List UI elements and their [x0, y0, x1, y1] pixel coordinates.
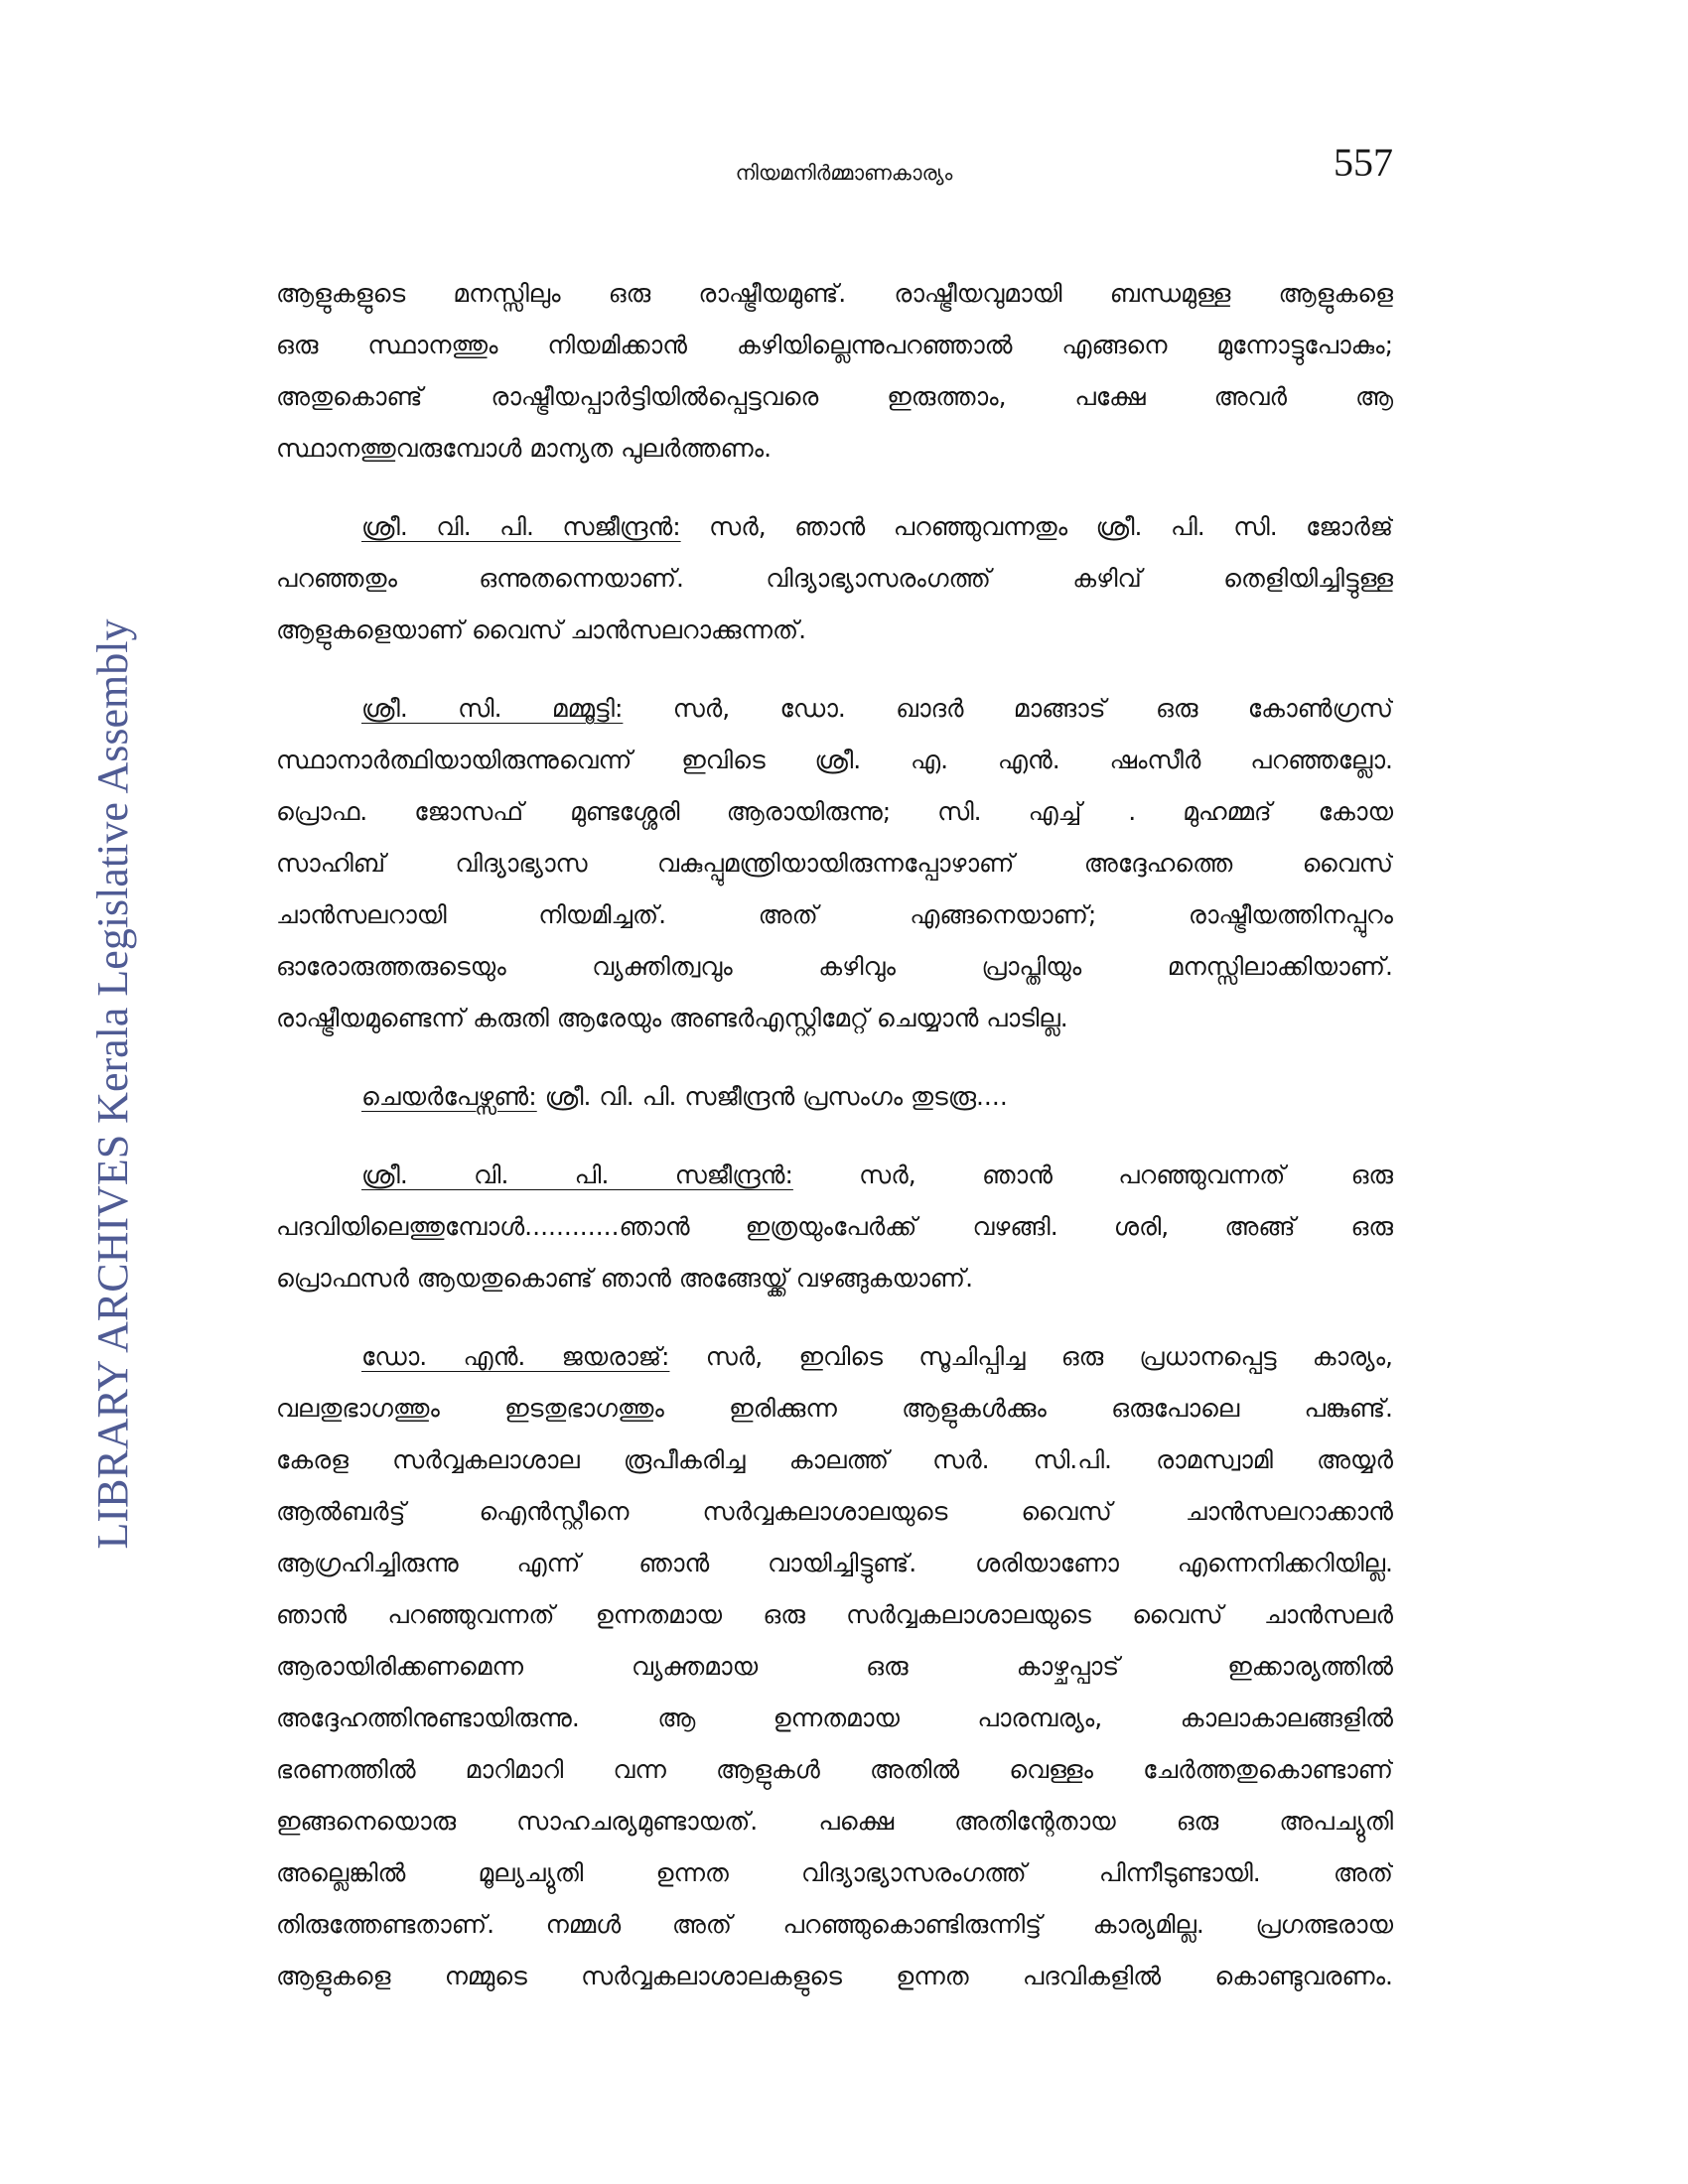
- paragraph: [276, 1150, 1393, 1304]
- text-line: [276, 501, 1393, 553]
- text-line: സ്ഥാനത്തുവരുമ്പോൾ മാന്യത പുലർത്തണം.: [276, 434, 773, 463]
- text-line: അദ്ദേഹത്തിനുണ്ടായിരുന്നു. ആ ഉന്നതമായ പാരമ്പര്യം, കാലാകാലങ്ങളിൽ: [276, 1704, 1393, 1732]
- text-line: പ്രൊഫ. ജോസഫ് മുണ്ടശ്ശേരി ആരായിരുന്നു; സി. എച്ച് . മുഹമ്മദ് കോയ: [276, 797, 1393, 826]
- speech-text: സർ, ഡോ. ഖാദർ മാങ്ങാട് ഒരു കോൺഗ്രസ്: [672, 694, 1393, 723]
- text-line: ആളുകളെ നമ്മുടെ സർവ്വകലാശാലകളുടെ ഉന്നത പദവികളിൽ കൊണ്ടുവരണം.: [276, 1962, 1393, 1990]
- text-line: വലതുഭാഗത്തും ഇടതുഭാഗത്തും ഇരിക്കുന്ന ആളുകൾക്കും ഒരുപോലെ പങ്കുണ്ട്.: [276, 1394, 1393, 1423]
- speech-text: സർ, ഞാൻ പറഞ്ഞുവന്നതും ശ്രീ. പി. സി. ജോർജ്: [709, 512, 1393, 541]
- paragraph: [276, 1331, 1393, 2002]
- text-line: അല്ലെങ്കിൽ മൂല്യച്യുതി ഉന്നത വിദ്യാഭ്യാസരംഗത്ത് പിന്നീടുണ്ടായി. അത്: [276, 1858, 1393, 1887]
- speaker-name: ശ്രീ. വി. പി. സജീന്ദ്രൻ:: [361, 512, 681, 541]
- text-line: പ്രൊഫസർ ആയതുകൊണ്ട് ഞാൻ അങ്ങേയ്ക്ക് വഴങ്ങുകയാണ്.: [276, 1264, 974, 1293]
- text-line: ഒരു സ്ഥാനത്തും നിയമിക്കാൻ കഴിയില്ലെന്നുപറഞ്ഞാൽ എങ്ങനെ മുന്നോട്ടുപോകും;: [276, 331, 1393, 359]
- text-line: ആളുകളുടെ മനസ്സിലും ഒരു രാഷ്ട്രീയമുണ്ട്. രാഷ്ട്രീയവുമായി ബന്ധമുള്ള ആളുകളെ: [276, 279, 1393, 308]
- text-line: ഇങ്ങനെയൊരു സാഹചര്യമുണ്ടായത്. പക്ഷെ അതിന്റേതായ ഒരു അപച്യുതി: [276, 1807, 1393, 1836]
- speech-text: സർ, ഇവിടെ സൂചിപ്പിച്ച ഒരു പ്രധാനപ്പെട്ട കാര്യം,: [705, 1342, 1393, 1371]
- speech-text: സർ, ഞാൻ പറഞ്ഞുവന്നത് ഒരു: [859, 1160, 1393, 1189]
- text-line: സ്ഥാനാർത്ഥിയായിരുന്നുവെന്ന് ഇവിടെ ശ്രീ. എ. എൻ. ഷംസീർ പറഞ്ഞല്ലോ.: [276, 746, 1393, 774]
- speaker-name: ചെയർപേഴ്സൺ:: [361, 1082, 537, 1111]
- speaker-name: ശ്രീ. വി. പി. സജീന്ദ്രൻ:: [361, 1160, 793, 1189]
- text-line: സാഹിബ് വിദ്യാഭ്യാസ വകുപ്പുമന്ത്രിയായിരുന്നപ്പോഴാണ് അദ്ദേഹത്തെ വൈസ്: [276, 849, 1393, 878]
- page-number: 557: [1334, 140, 1393, 185]
- archive-watermark: LIBRARY ARCHIVES Kerala Legislative Assembly: [88, 618, 137, 1550]
- text-line: ഭരണത്തിൽ മാറിമാറി വന്ന ആളുകൾ അതിൽ വെള്ളം ചേർത്തതുകൊണ്ടാണ്: [276, 1755, 1393, 1784]
- text-line: ആഗ്രഹിച്ചിരുന്നു എന്ന് ഞാൻ വായിച്ചിട്ടുണ്ട്. ശരിയാണോ എന്നെനിക്കറിയില്ല.: [276, 1549, 1393, 1577]
- text-line: കേരള സർവ്വകലാശാല രൂപീകരിച്ച കാലത്ത് സർ. സി.പി. രാമസ്വാമി അയ്യർ: [276, 1445, 1393, 1474]
- running-header-title: നിയമനിർമ്മാണകാര്യം: [735, 161, 953, 185]
- text-line: പറഞ്ഞതും ഒന്നുതന്നെയാണ്. വിദ്യാഭ്യാസരംഗത്ത് കഴിവ് തെളിയിച്ചിട്ടുള്ള: [276, 564, 1393, 593]
- paragraph: [276, 501, 1393, 656]
- text-line: ഓരോരുത്തരുടെയും വ്യക്തിത്വവും കഴിവും പ്രാപ്തിയും മനസ്സിലാക്കിയാണ്.: [276, 952, 1393, 981]
- text-line: ചാൻസലറായി നിയമിച്ചത്. അത് എങ്ങനെയാണ്; രാഷ്ട്രീയത്തിനപ്പുറം: [276, 900, 1393, 929]
- text-line: ആളുകളെയാണ് വൈസ് ചാൻസലറാക്കുന്നത്.: [276, 615, 807, 644]
- text-line: തിരുത്തേണ്ടതാണ്. നമ്മൾ അത് പറഞ്ഞുകൊണ്ടിരുന്നിട്ട് കാര്യമില്ല. പ്രഗത്ഭരായ: [276, 1910, 1393, 1939]
- text-line: [276, 1150, 1393, 1201]
- body-text: [276, 268, 1393, 2029]
- text-line: ഞാൻ പറഞ്ഞുവന്നത് ഉന്നതമായ ഒരു സർവ്വകലാശാലയുടെ വൈസ് ചാൻസലർ: [276, 1600, 1393, 1629]
- speech-text: ശ്രീ. വി. പി. സജീന്ദ്രൻ പ്രസംഗം തുടരൂ....: [544, 1082, 1008, 1111]
- text-line: പദവിയിലെത്തുമ്പോൾ............ഞാൻ ഇത്രയുംപേർക്ക് വഴങ്ങി. ശരി, അങ്ങ് ഒരു: [276, 1212, 1393, 1241]
- speaker-name: ശ്രീ. സി. മമ്മൂട്ടി:: [361, 694, 624, 723]
- paragraph: [276, 268, 1393, 475]
- text-line: അതുകൊണ്ട് രാഷ്ട്രീയപ്പാർട്ടിയിൽപ്പെട്ടവരെ ഇരുത്താം, പക്ഷേ അവർ ആ: [276, 382, 1393, 411]
- speaker-name: ഡോ. എൻ. ജയരാജ്:: [361, 1342, 670, 1371]
- paragraph: [276, 683, 1393, 1044]
- paragraph: [276, 1071, 1393, 1123]
- text-line: ആൽബർട്ട് ഐൻസ്റ്റീനെ സർവ്വകലാശാലയുടെ വൈസ് ചാൻസലറാക്കാൻ: [276, 1497, 1393, 1526]
- text-line: [276, 683, 1393, 735]
- text-line: [276, 1071, 1393, 1123]
- text-line: [276, 1331, 1393, 1383]
- text-line: രാഷ്ട്രീയമുണ്ടെന്ന് കരുതി ആരേയും അണ്ടർഎസ്റ്റിമേറ്റ് ചെയ്യാൻ പാടില്ല.: [276, 1004, 1068, 1032]
- text-line: ആരായിരിക്കണമെന്ന വ്യക്തമായ ഒരു കാഴ്ചപ്പാട് ഇക്കാര്യത്തിൽ: [276, 1652, 1393, 1681]
